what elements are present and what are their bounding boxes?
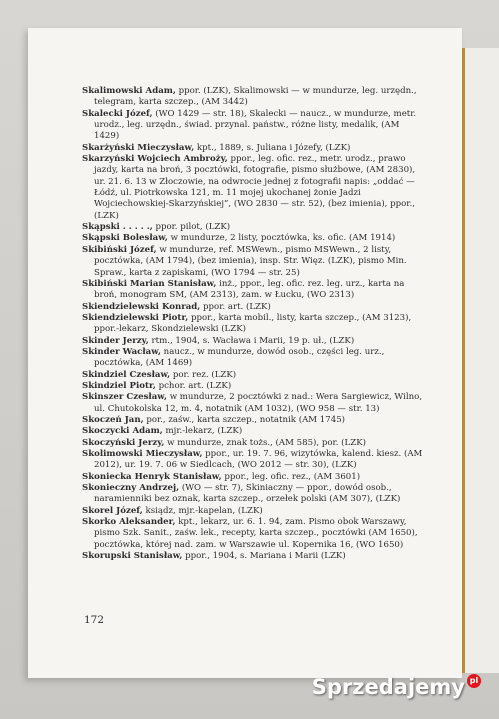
entry-text: w mundurze, znak tożs., (AM 585), por. (LZK) <box>164 437 366 448</box>
entry-text: ppor. art. (LZK) <box>200 301 271 312</box>
entry-text: ksiądz, mjr.-kapelan, (LZK) <box>142 505 263 516</box>
entry <box>82 506 424 517</box>
entry-text: ppor. (LZK), Skalimowski — w mundurze, leg. urzędn., telegram, karta szczep., (AM 3442) <box>94 86 417 108</box>
entry-name: Skalimowski Adam, <box>82 86 176 96</box>
entry <box>82 551 424 562</box>
entry-text: w mundurze, ref. MSWewn., pismo MSWewn., 2 listy, pocztówka, (AM 1794), (bez imienia), insp. Str. Więz. (LZK), pismo Min. Spraw., karta z zapiskami, (WO 1794 — str. 25) <box>94 244 407 278</box>
entry-name: Skąpski Bolesław, <box>82 233 168 244</box>
entry-name: Skindziel Piotr, <box>82 380 156 391</box>
entry <box>82 143 424 154</box>
entries-list <box>82 86 424 562</box>
entry <box>82 302 424 313</box>
entry-name: Skiendzielewski Konrad, <box>82 301 201 312</box>
entry <box>82 279 424 302</box>
watermark-text: Sprzedajemy <box>311 675 465 699</box>
entry-text: naucz., w mundurze, dowód osob., części leg. urz., pocztówka, (AM 1469) <box>94 346 385 369</box>
entry-text: ppor., leg. ofic. rez., (AM 3601) <box>221 471 361 482</box>
watermark-logo <box>312 675 481 699</box>
entry <box>82 245 424 279</box>
entry <box>82 438 424 449</box>
entry-text: inż., ppor., leg. ofic. rez. leg. urz., karta na broń, monogram SM, (AM 2313), zam. w Łucku, (WO 2313) <box>94 278 405 301</box>
entry <box>82 154 424 222</box>
entry <box>82 313 424 336</box>
entry-name: Skolimowski Mieczysław, <box>82 449 203 459</box>
entry-name: Skalecki Józef, <box>82 108 153 119</box>
entry-text: ppor., karta mobil., listy, karta szczep., (AM 3123), ppor.-lekarz, Skondzielewski (LZK) <box>94 312 412 335</box>
entry <box>82 517 424 551</box>
entry-text: pchor. art. (LZK) <box>155 380 232 391</box>
entry <box>82 109 424 143</box>
entry <box>82 415 424 426</box>
entry <box>82 347 424 370</box>
entry <box>82 222 424 233</box>
entry-name: Skoczycki Adam, <box>82 426 163 437</box>
entry <box>82 392 424 415</box>
entry-name: Skiendzielewski Piotr, <box>82 312 189 323</box>
entry-name: Skindziel Czesław, <box>82 369 171 380</box>
entry-name: Skorel Józef, <box>82 505 143 516</box>
entry-name: Skoniecka Henryk Stanisław, <box>82 471 222 482</box>
entry <box>82 233 424 244</box>
entry-text: por., zaśw., karta szczep., notatnik (AM 1745) <box>143 414 346 425</box>
facing-page-edge <box>462 48 499 673</box>
entry-name: Skąpski . . . . ., <box>82 222 153 233</box>
entry <box>82 449 424 472</box>
watermark-badge: pl <box>467 674 481 688</box>
page-number: 172 <box>84 614 105 626</box>
entry-name: Skorko Aleksander, <box>82 517 176 528</box>
entry-name: Skinszer Czesław, <box>82 392 167 403</box>
entry <box>82 381 424 392</box>
entry-name: Skarzyński Wojciech Ambroży, <box>82 154 228 165</box>
entry-name: Skibiński Marian Stanisław, <box>82 278 217 289</box>
entry-name: Skoczyński Jerzy, <box>82 437 165 448</box>
entry-text: kpt., 1889, s. Juliana i Józefy, (LZK) <box>194 142 351 153</box>
entry-name: Skonieczny Andrzej, <box>82 483 180 494</box>
entry-text: kpt., lekarz, ur. 6. 1. 94, zam. Pismo obok Warszawy, pismo Szk. Sanit., zaśw. lek., recepty, karta szczep., pocztówki (AM 1650), pocztówka, której nad. zam. w Warszawie ul. Kopernika 16, (WO 1650) <box>94 517 418 550</box>
entry-text: mjr.-lekarz, (LZK) <box>162 426 243 437</box>
entry-text: por. rez. (LZK) <box>170 369 237 380</box>
entry-name: Skarżyński Mieczysław, <box>82 142 195 153</box>
entry-name: Skinder Wacław, <box>82 346 161 357</box>
entry-text: w mundurze, 2 pocztówki z nad.: Wera Sargiewicz, Wilno, ul. Chutokolska 12, m. 4, notatnik (AM 1032), (WO 958 — str. 13) <box>94 392 423 414</box>
entry-text: rtm., 1904, s. Wacława i Marii, 19 p. uł., (LZK) <box>148 335 355 346</box>
entry-name: Skinder Jerzy, <box>82 335 149 346</box>
entry <box>82 472 424 483</box>
entry-text: (WO 1429 — str. 18), Skalecki — naucz., w mundurze, metr. urodz., leg. urzędn., świad. przynal. państw., różne listy, medalik, (AM 1429) <box>94 108 417 142</box>
entry-text: w mundurze, 2 listy, pocztówka, ks. ofic. (AM 1914) <box>167 233 396 244</box>
entry-name: Skorupski Stanisław, <box>82 551 183 562</box>
entry <box>82 483 424 506</box>
entry-name: Skoczeń Jan, <box>82 414 144 425</box>
entry-name: Skibiński Józef, <box>82 244 157 255</box>
entry-text: ppor., ur. 19. 7. 96, wizytówka, kalend. kiesz. (AM 2012), ur. 19. 7. 06 w Siedlcach, (WO 2012 — str. 30), (LZK) <box>94 449 423 471</box>
entry-text: ppor., 1904, s. Mariana i Marii (LZK) <box>182 551 346 562</box>
entry <box>82 336 424 347</box>
entry <box>82 370 424 381</box>
entry-text: ppor., leg. ofic. rez., metr. urodz., prawo jazdy, karta na broń, 3 pocztówki, fotografie, pismo służbowe, (AM 2830), ur. 21. 6. 13 w Złoczowie, na odwrocie jednej z fotografii napis: „oddać — Łódź, ul. Piotrkowska 121, m. 11 mojej ukochanej żonie Jadzi Wojciechowskiej-Skarzyńskiej”, (WO 2830 — str. 52), (bez imienia), ppor., (LZK) <box>94 154 416 221</box>
entry-text: ppor. pilot, (LZK) <box>152 222 231 233</box>
entry <box>82 86 424 109</box>
entry <box>82 426 424 437</box>
entry-text: (WO — str. 7), Skiniaczny — ppor., dowód osob., naramienniki bez oznak, karta szczep., orzełek polski (AM 307), (LZK) <box>94 483 401 505</box>
